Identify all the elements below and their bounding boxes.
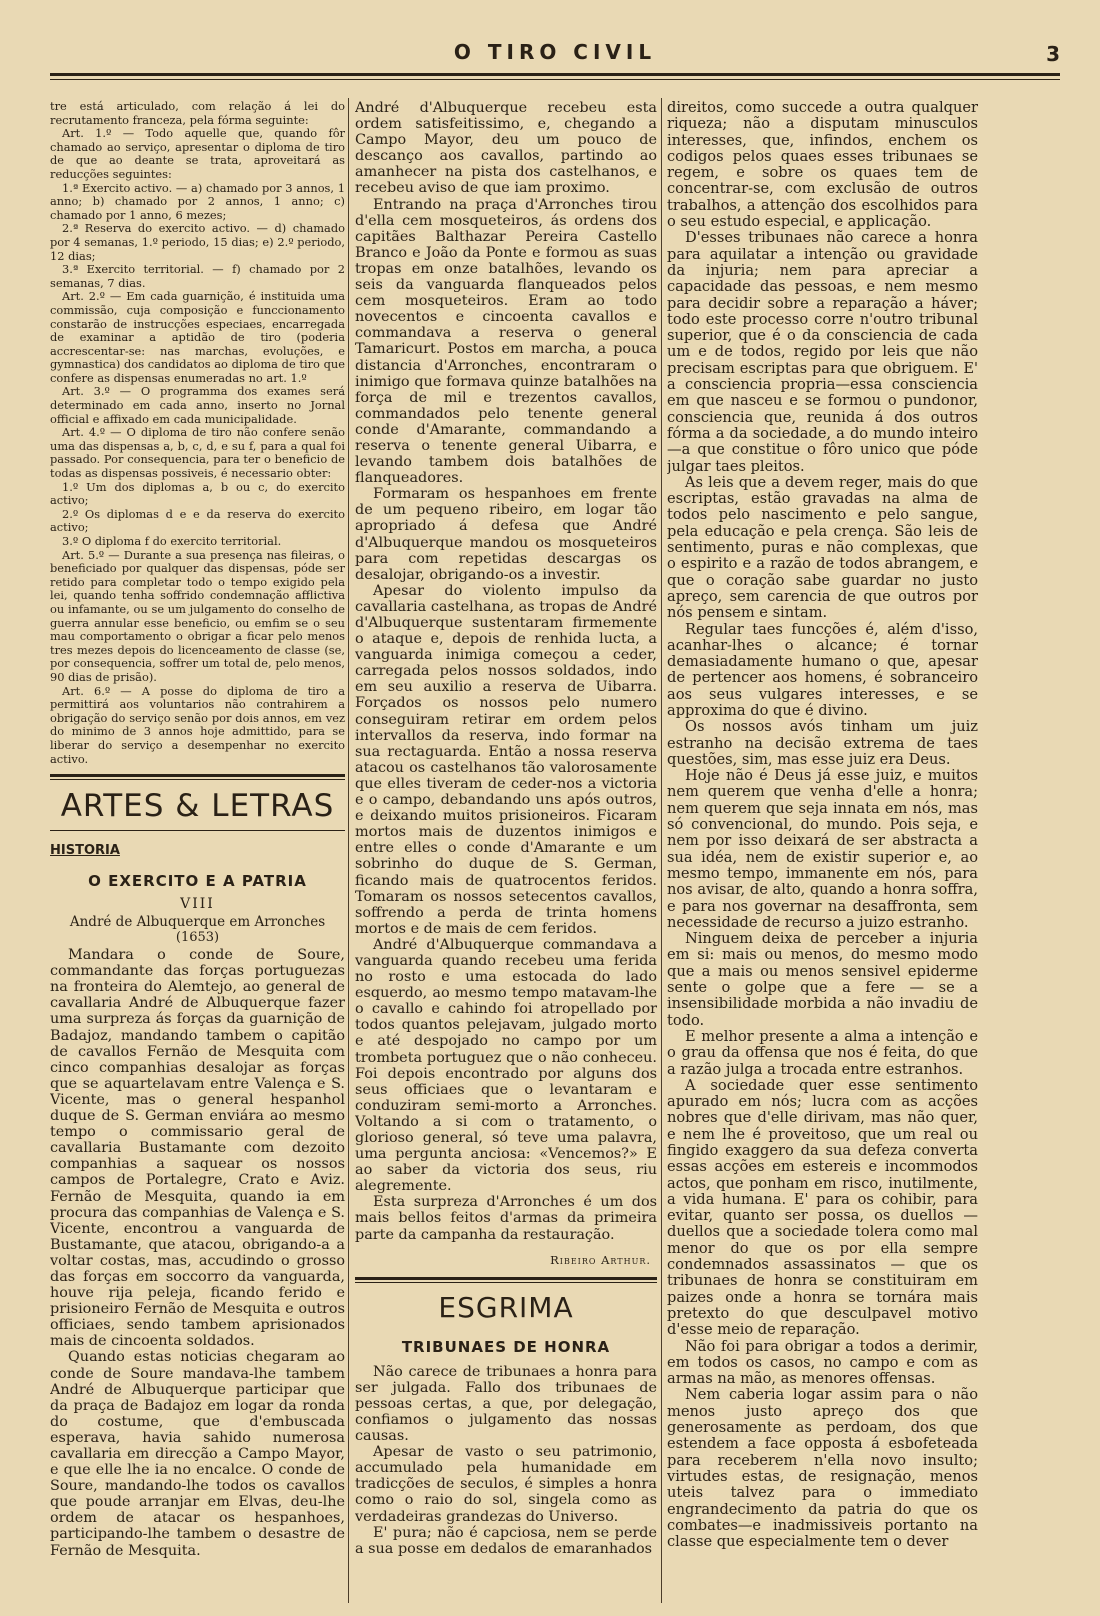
article-text: 2.ª Reserva do exercito activo. — d) chamado por 4 semanas, 1.º periodo, 15 dias; e) 2.º periodo, 12 dias; xyxy=(50,221,345,263)
paragraph: direitos, como succede a outra qualquer riqueza; não a disputam minusculos interesses, que, infindos, enchem os codigos pelos quaes esses tribunaes se regem, e sobre os quaes tem de concentrar-se, com exclusão de outros trabalhos, a attenção dos escolhidos para o seu estudo especial, e applicação. xyxy=(667,100,978,231)
section-rule xyxy=(355,1277,657,1283)
column-divider xyxy=(661,98,662,1603)
section-kicker: HISTORIA xyxy=(50,843,120,859)
paragraph: Entrando na praça d'Arronches tirou d'ella cem mosqueteiros, ás ordens dos capitães Balthazar Pereira Castello Branco e João da Ponte e formou as suas tropas em onze batalhões, levando os seis da vanguarda flanqueados pelos cem mosqueteiros. Eram ao todo novecentos e cincoenta cavallos e commandava a reserva o general Tamaricurt. Postos em marcha, a pouca distancia d'Arronches, encontraram o inimigo que formava quinze batalhões na força de mil e trezentos cavallos, commandados pelo tenente general conde d'Amarante, commandando a reserva o tenente general Uibarra, e levando tambem dois batalhões de flanqueadores. xyxy=(355,196,657,487)
column-left xyxy=(50,100,345,1605)
masthead-rule-thin xyxy=(50,79,1060,80)
article-text: Art. 1.º — Todo aquelle que, quando fôr chamado ao serviço, apresentar o diploma de tiro de que ao deante se trata, aproveitará as reducções seguintes: xyxy=(50,126,345,181)
article-headline: TRIBUNAES DE HONRA xyxy=(401,1337,611,1356)
paragraph: André d'Albuquerque recebeu esta ordem satisfeitissimo, e, chegando a Campo Mayor, deu um pouco de descanço aos cavallos, partindo ao amanhecer na pista dos castelhanos, e recebeu aviso de que iam proximo. xyxy=(355,100,657,197)
article-body xyxy=(355,1364,657,1557)
article-body xyxy=(667,100,978,1550)
article-subtitle: André de Albuquerque em Arronches xyxy=(69,914,326,931)
article-headline: O EXERCITO E A PATRIA xyxy=(88,872,307,891)
paragraph: André d'Albuquerque commandava a vanguarda quando recebeu uma ferida no rosto e uma estocada do lado esquerdo, ao mesmo tempo matavam-lhe o cavallo e cahindo foi atropellado por todos quantos pelejavam, julgado morto e até despojado no campo por um trombeta portuguez que o não conheceu. Foi depois encontrado por alguns dos seus officiaes que o levantaram e conduziram semi-morto a Arronches. Voltando a si com o tratamento, o glorioso general, só teve uma palavra, uma pergunta anciosa: «Vencemos?» E ao saber da victoria dos seus, riu alegremente. xyxy=(355,936,657,1195)
section-rule xyxy=(50,774,345,780)
paragraph: E melhor presente a alma a intenção e o grau da offensa que nos é feita, do que a razão julga a trocada entre estranhos. xyxy=(667,1027,978,1078)
column-right xyxy=(667,100,978,1605)
masthead-rule-thick xyxy=(50,73,1060,76)
paragraph: Nem caberia logar assim para o não menos justo apreço dos que generosamente as perdoam, dos que estendem a face opposta á esbofeteada para receberem n'ella novo insulto; virtudes estas, de resignação, menos uteis talvez para o immediato engrandecimento da patria do que os combates—e inadmissiveis portanto na classe que especialmente tem o dever xyxy=(667,1386,978,1551)
paragraph: Formaram os hespanhoes em frente de um pequeno ribeiro, em logar tão apropriado á defesa que André d'Albuquerque mandou os mosqueteiros para com repetidas descargas os desalojar, obrigando-os a investir. xyxy=(355,486,657,583)
paragraph: A sociedade quer esse sentimento apurado em nós; lucra com as acções nobres que d'elle dirivam, mas não quer, e nem lhe é proveitoso, que um real ou fingido exaggero da sua defeza converta essas acções em estereis e incommodos actos, que ponham em risco, inutilmente, a vida humana. E' para os cohibir, para evitar, quanto ser possa, os duellos — duellos que a sociedade tolera como mal menor do que os por ella sempre condemnados assassinatos — que os tribunaes de honra se constituiram em paizes onde a honra se tornára mais pretexto do que desculpavel motivo d'esse meio de reparação. xyxy=(667,1076,978,1339)
article-text: 1.ª Exercito activo. — a) chamado por 3 annos, 1 anno; b) chamado por 2 annos, 1 anno; c) chamado por 1 anno, 6 mezes; xyxy=(50,180,345,222)
law-articles xyxy=(50,100,345,766)
article-text: 2.º Os diplomas d e e da reserva do exercito activo; xyxy=(50,506,345,535)
paragraph: Mandara o conde de Soure, commandante das forças portuguezas na fronteira do Alemtejo, ao general de cavallaria André de Albuquerque fazer uma surpreza ás forças da guarnição de Badajoz, mandando tambem o capitão de cavallos Fernão de Mesquita com cinco companhias desalojar as forças que se aquartelavam entre Valença e S. Vicente, mas o general hespanhol duque de S. German enviára ao mesmo tempo o commissario geral de cavallaria Bustamante com dezoito companhias a saquear os nossos campos de Portalegre, Crato e Aviz. Fernão de Mesquita, quando ia em procura das companhias de Valença e S. Vicente, encontrou a vanguarda de Bustamante, que atacou, obrigando-a a voltar costas, mas, accudindo o grosso das forças em soccorro da vanguarda, houve rija peleja, ficando ferido e prisioneiro Fernão de Mesquita e outros officiaes, sendo tambem aprisionados mais de cincoenta soldados. xyxy=(50,947,345,1350)
article-text: Art. 5.º — Durante a sua presença nas fileiras, o beneficiado por qualquer das dispensas, póde ser retido para completar todo o tempo exigido pela lei, quando tenha soffrido condemnação afflictiva ou infamante, ou se um julgamento do conselho de guerra annular esse beneficio, ou emfim se o seu mau comportamento o obrigar a ficar pelo menos tres mezes depois do licenceamento de classe (se, por consequencia, soffrer um total de, pelo menos, 90 dias de prisão). xyxy=(50,547,345,684)
section-subrule xyxy=(50,830,345,831)
paragraph: Regular taes funcções é, além d'isso, acanhar-lhes o alcance; é tornar demasiadamente humano o que, apesar de pertencer aos homens, é sobranceiro aos seus vulgares interesses, e se approxima do que é divino. xyxy=(667,620,978,719)
paragraph: Esta surpreza d'Arronches é um dos mais bellos feitos d'armas da primeira parte da campanha da restauração. xyxy=(355,1194,657,1243)
section-title: ESGRIMA xyxy=(438,1290,574,1324)
article-text: Art. 4.º — O diploma de tiro não confere senão uma das dispensas a, b, c, d, e su f, para a qual foi passado. Por consequencia, para ter o beneficio de todas as dispensas possiveis, é necessario obter: xyxy=(50,425,345,481)
paragraph: D'esses tribunaes não carece a honra para aquilatar a intenção ou gravidade da injuria; nem para apreciar a capacidade das pessoas, e nem mesmo para decidir sobre a reparação a háver; todo este processo corre n'outro tribunal superior, que é o da consciencia de cada um e de todos, regido por leis que não precisam escriptas para que obriguem. E' a consciencia propria—essa consciencia em que nasceu e se formou o pundonor, consciencia que, reunida á dos outros fórma a da sociedade, a do mundo inteiro—a que constitue o fôro unico que póde julgar taes pleitos. xyxy=(667,229,978,475)
paragraph: E' pura; não é capciosa, nem se perde a sua posse em dedalos de emaranhados xyxy=(355,1524,657,1557)
masthead xyxy=(50,40,1060,70)
paragraph: Quando estas noticias chegaram ao conde de Soure mandava-lhe tambem André de Albuquerque participar que da praça de Badajoz em logar da ronda do costume, que d'embuscada esperava, havia sahido numerosa cavallaria em direcção a Campo Mayor, e que elle lhe ia no encalce. O conde de Soure, mandando-lhe todos os cavallos que poude arranjar em Elvas, deu-lhe ordem de atacar os hespanhoes, participando-lhe tambem o desastre de Fernão de Mesquita. xyxy=(50,1349,345,1559)
paragraph: As leis que a devem reger, mais do que escriptas, estão gravadas na alma de todos pelo nascimento e pelo sangue, pela educação e pela crença. São leis de sentimento, puras e não complexas, que o espirito e a razão de todos abrangem, e que o coração sabe guardar no justo apreço, sem carencia de que outros por nós pensem e sintam. xyxy=(667,473,978,622)
paragraph: Não foi para obrigar a todos a derimir, em todos os casos, no campo e com as armas na mão, as menores offensas. xyxy=(667,1337,978,1388)
article-text: Art. 3.º — O programma dos exames será determinado em cada anno, inserto no Jornal official e affixado em cada municipalidade. xyxy=(50,384,345,426)
article-text: 1.º Um dos diplomas a, b ou c, do exercito activo; xyxy=(50,479,345,508)
paragraph: Ninguem deixa de perceber a injuria em si: mais ou menos, do mesmo modo que a mais ou menos sensivel epiderme sente o golpe que a fere — se a insensibilidade morbida a não invadiu de todo. xyxy=(667,930,978,1029)
article-text: 3.ª Exercito territorial. — f) chamado por 2 semanas, 7 dias. xyxy=(50,262,345,290)
author-byline: Ribeiro Arthur. xyxy=(550,1252,651,1267)
article-year: (1653) xyxy=(175,930,220,946)
paragraph: Os nossos avós tinham um juiz estranho na decisão extrema de taes questões, sim, mas esse juiz era Deus. xyxy=(667,718,978,768)
column-middle xyxy=(355,100,657,1605)
paragraph: Apesar de vasto o seu patrimonio, accumulado pela humanidade em tradicções de seculos, é simples a honra como o raio do sol, singela como as verdadeiras grandezas do Universo. xyxy=(355,1444,657,1525)
article-text: Art. 2.º — Em cada guarnição, é instituida uma commissão, cuja composição e funccionamento constarão de instrucções especiaes, encarregada de examinar a aptidão de tiro (poderia accrescentar-se: nas marchas, evoluções, e gymnastica) dos candidatos ao diploma de tiro que confere as dispensas enumeradas no art. 1.º xyxy=(50,289,345,385)
page-number: 3 xyxy=(1046,42,1060,66)
paragraph: Hoje não é Deus já esse juiz, e muitos nem querem que venha d'elle a honra; nem querem que seja innata em nós, mas só convencional, do mundo. Pois seja, e nem por isso deixará de ser abstracta a sua idéa, nem de existir superior e, ao mesmo tempo, immanente em nós, para nos avisar, de alto, quando a honra soffra, e para nos governar na desaffronta, sem necessidade de recurso a juizo estranho. xyxy=(667,767,978,931)
paragraph: Apesar do violento impulso da cavallaria castelhana, as tropas de André d'Albuquerque sustentaram firmemente o ataque e, depois de renhida lucta, a vanguarda inimiga começou a ceder, carregada pelos nossos soldados, indo em seu auxilio a reserva de Uibarra. Forçados os nossos pelo numero conseguiram retirar em ordem pelos intervallos da reserva, indo formar na sua rectaguarda. Então a nossa reserva atacou os castelhanos tão valorosamente que elles tiveram de ceder-nos a victoria e o campo, debandando uns após outros, e deixando muitos prisioneiros. Ficaram mortos mais de duzentos inimigos e entre elles o conde d'Amarante e um sobrinho do duque de S. German, ficando mais de quatrocentos feridos. Tomaram os nossos setecentos cavallos, soffrendo a perda de trinta homens mortos e de mais de cem feridos. xyxy=(355,582,657,937)
column-divider xyxy=(348,98,349,1603)
article-text: tre está articulado, com relação á lei do recrutamento franceza, pela fórma seguinte: xyxy=(50,100,345,127)
article-text: Art. 6.º — A posse do diploma de tiro a permittirá aos voluntarios não contrahirem a obrigação do serviço senão por dois annos, em vez do minimo de 3 annos hoje admittido, para se liberar do serviço a desempenhar no exercito activo. xyxy=(50,683,345,766)
newspaper-title: O TIRO CIVIL xyxy=(453,40,657,64)
article-body xyxy=(50,947,345,1559)
paragraph: Não carece de tribunaes a honra para ser julgada. Fallo dos tribunaes de pessoas certas, a que, por delegação, confiamos o julgamento das nossas causas. xyxy=(355,1363,657,1445)
article-text: 3.º O diploma f do exercito territorial. xyxy=(62,534,282,548)
article-body xyxy=(355,100,657,1243)
chapter-numeral: VIII xyxy=(180,896,215,913)
section-title: ARTES & LETRAS xyxy=(60,788,335,825)
